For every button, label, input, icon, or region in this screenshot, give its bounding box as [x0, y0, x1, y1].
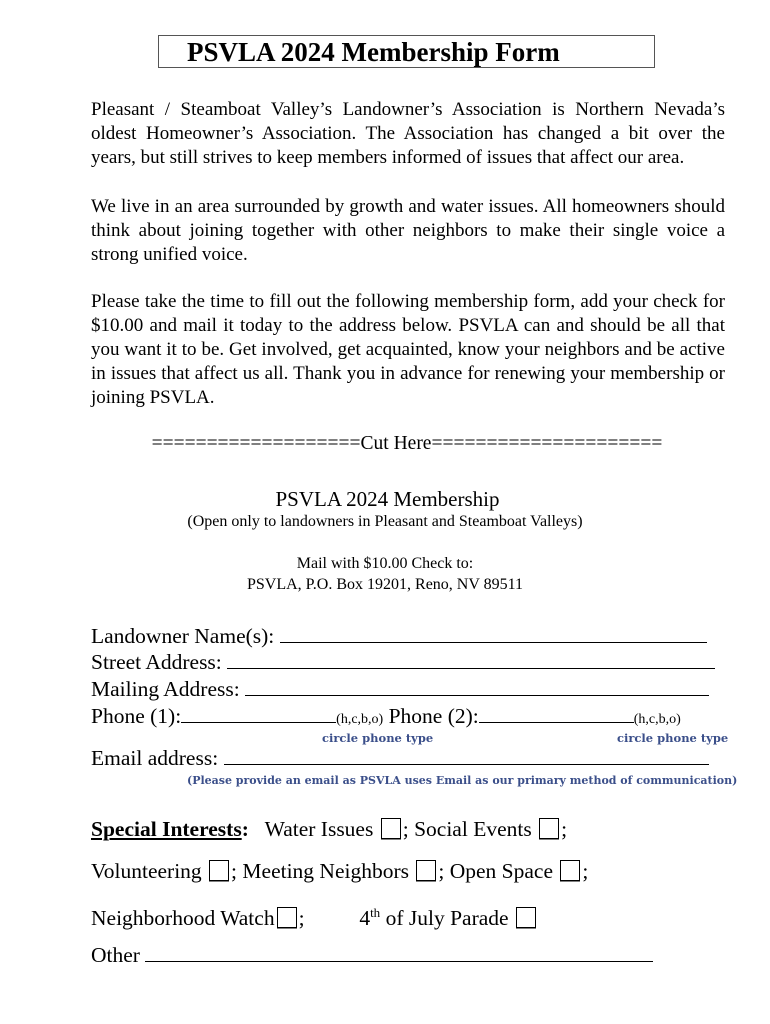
- phone1-hint: circle phone type: [322, 731, 434, 745]
- water-issues-checkbox[interactable]: [381, 818, 401, 838]
- landowner-name-label: Landowner Name(s):: [91, 624, 275, 648]
- email-line[interactable]: [224, 746, 709, 765]
- volunteering-label: Volunteering: [91, 859, 202, 883]
- open-space-checkbox[interactable]: [560, 860, 580, 880]
- social-events-label: Social Events: [414, 817, 532, 841]
- landowner-name-line[interactable]: [280, 624, 707, 643]
- phone2-line[interactable]: [479, 704, 634, 723]
- neighborhood-watch-label: Neighborhood Watch: [91, 906, 275, 931]
- neighborhood-watch-checkbox[interactable]: [277, 907, 297, 927]
- volunteering-checkbox[interactable]: [209, 860, 229, 880]
- other-interest-field[interactable]: [91, 942, 653, 968]
- phone1-line[interactable]: [181, 704, 336, 723]
- landowner-name-field[interactable]: [91, 623, 707, 649]
- other-label: Other: [91, 943, 140, 967]
- phone1-type[interactable]: (h,c,b,o): [336, 712, 384, 727]
- form-title: PSVLA 2024 Membership Form: [158, 35, 655, 68]
- open-space-label: Open Space: [449, 859, 554, 883]
- growth-paragraph: We live in an area surrounded by growth and water issues. All homeowners should think about joining together with other neighbors to make their single voice a strong unified voice.: [91, 196, 725, 265]
- phone2-label: Phone (2):: [388, 704, 479, 728]
- other-line[interactable]: [145, 943, 653, 962]
- meeting-neighbors-label: Meeting Neighbors: [242, 859, 409, 883]
- phone-fields[interactable]: [91, 703, 681, 733]
- mail-instruction: Mail with $10.00 Check to:: [296, 555, 474, 572]
- phone2-hint: circle phone type: [617, 731, 729, 745]
- parade-checkbox[interactable]: [516, 907, 536, 927]
- mailing-address-field[interactable]: [91, 676, 709, 702]
- street-address-line[interactable]: [227, 650, 715, 669]
- special-interests-row3: Neighborhood Watch ; 4th of July Parade: [91, 900, 538, 931]
- phone2-type[interactable]: (h,c,b,o): [633, 712, 681, 727]
- special-interests-row2: Volunteering ; Meeting Neighbors ; Open Space ;: [91, 859, 589, 883]
- membership-title: PSVLA 2024 Membership: [275, 487, 500, 511]
- cut-here-line: ===================Cut Here=====================: [151, 433, 663, 454]
- special-interests-row1: Special Interests: Water Issues ; Social Events ;: [91, 817, 568, 841]
- email-label: Email address:: [91, 746, 219, 770]
- mail-address: PSVLA, P.O. Box 19201, Reno, NV 89511: [246, 576, 524, 593]
- email-hint: (Please provide an email as PSVLA uses Email as our primary method of communication): [187, 774, 738, 787]
- intro-paragraph: Pleasant / Steamboat Valley’s Landowner’s Association is Northern Nevada’s oldest Homeowner’s Association. The Association has changed a bit over the years, but still strives to keep members informed of issues that affect our area.: [91, 99, 725, 168]
- meeting-neighbors-checkbox[interactable]: [416, 860, 436, 880]
- street-address-label: Street Address:: [91, 650, 222, 674]
- membership-subtitle: (Open only to landowners in Pleasant and Steamboat Valleys): [187, 513, 583, 530]
- water-issues-label: Water Issues: [264, 817, 374, 841]
- social-events-checkbox[interactable]: [539, 818, 559, 838]
- street-address-field[interactable]: [91, 649, 715, 675]
- parade-label: 4th of July Parade: [359, 905, 509, 931]
- email-field[interactable]: [91, 745, 709, 771]
- instructions-paragraph: Please take the time to fill out the following membership form, add your check for $10.00 and mail it today to the address below. PSVLA can and should be all that you want it to be. Get involved, get acquainted, know your neighbors and be active in issues that affect us all. Thank you in advance for renewing your membership or joining PSVLA.: [91, 291, 725, 408]
- phone1-label: Phone (1):: [91, 704, 182, 728]
- special-interests-heading: Special Interests: [91, 817, 242, 841]
- mailing-address-label: Mailing Address:: [91, 677, 240, 701]
- mailing-address-line[interactable]: [245, 677, 709, 696]
